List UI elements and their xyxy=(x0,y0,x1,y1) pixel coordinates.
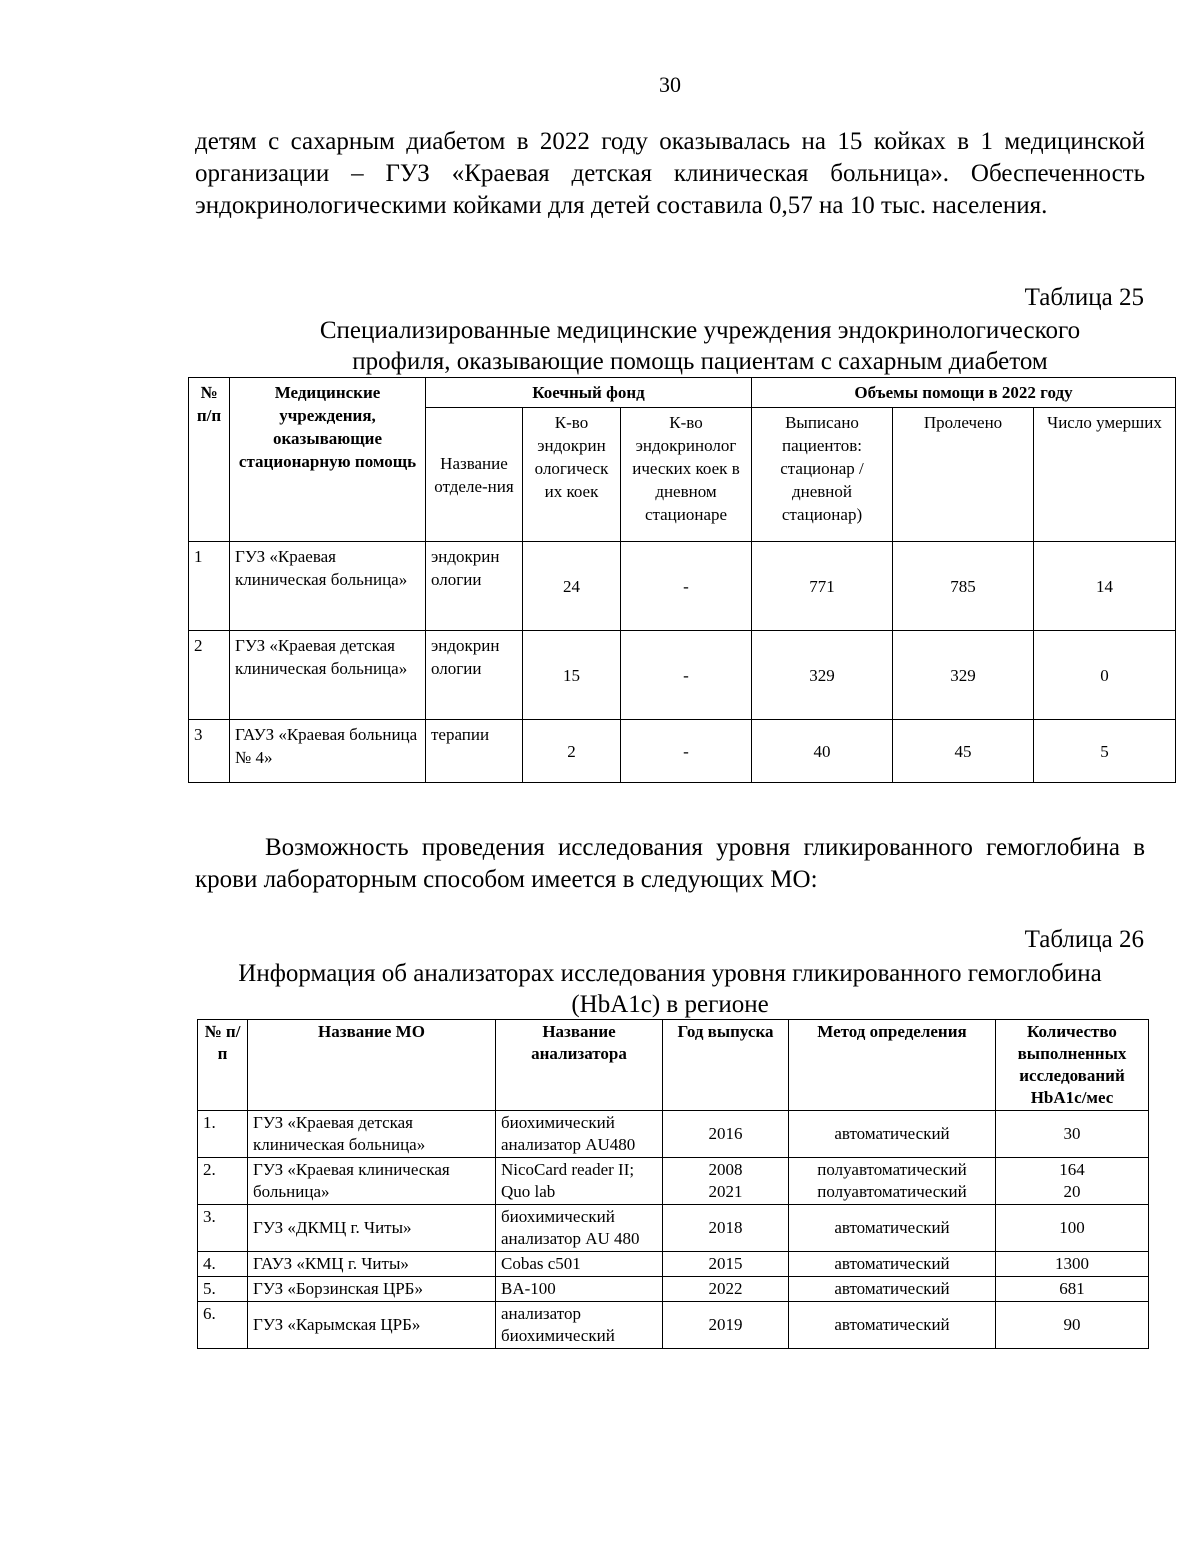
table-row xyxy=(198,1111,1149,1158)
table25-title: Специализированные медицинские учреждения эндокринологического профиля, оказывающие помощь пациентам с сахарным диабетом xyxy=(319,317,1081,375)
t25-beds: 24 xyxy=(523,542,621,631)
t25-day-beds: - xyxy=(621,631,752,720)
t25-institution: ГУЗ «Краевая детская клиническая больница» xyxy=(230,631,426,720)
page-number: 30 xyxy=(659,72,681,97)
t26-method xyxy=(789,1158,996,1205)
t26-year xyxy=(663,1158,789,1205)
t25-day-beds: - xyxy=(621,720,752,783)
t26-mo: ГУЗ «Борзинская ЦРБ» xyxy=(248,1277,496,1302)
t26-num: 4. xyxy=(198,1252,248,1277)
t26-year: 2015 xyxy=(663,1252,789,1277)
table-row xyxy=(189,542,1176,631)
table-row xyxy=(198,1302,1149,1349)
t25-deaths: 14 xyxy=(1034,542,1176,631)
t25-deaths: 5 xyxy=(1034,720,1176,783)
t25-header-num: № п/п xyxy=(189,378,230,542)
t26-header-analyzer: Название анализатора xyxy=(496,1020,663,1111)
t26-analyzer: BA-100 xyxy=(496,1277,663,1302)
t26-header-count: Количество выполненных исследований HbA1c/мес xyxy=(996,1020,1149,1111)
t25-num: 3 xyxy=(189,720,230,783)
table26 xyxy=(197,1019,1149,1349)
t26-mo: ГУЗ «Краевая детская клиническая больница» xyxy=(248,1111,496,1158)
t26-analyzer: Cobas c501 xyxy=(496,1252,663,1277)
t26-year: 2018 xyxy=(663,1205,789,1252)
t26-method: автоматический xyxy=(789,1277,996,1302)
paragraph-hba1c: Возможность проведения исследования уровня гликированного гемоглобина в крови лабораторным способом имеется в следующих МО: xyxy=(195,834,1145,893)
t25-discharged: 40 xyxy=(752,720,893,783)
t25-header-bed-fund: Коечный фонд xyxy=(426,378,752,408)
t26-count: 100 xyxy=(996,1205,1149,1252)
t25-header-beds: К-во эндокрин ологическ их коек xyxy=(523,408,621,542)
t26-count-line: 20 xyxy=(1063,1182,1081,1201)
t25-dept: эндокрин ологии xyxy=(426,542,523,631)
t26-header-num: № п/п xyxy=(198,1020,248,1111)
t26-analyzer: анализатор биохимический xyxy=(496,1302,663,1349)
t26-method: автоматический xyxy=(789,1205,996,1252)
t26-header-mo: Название МО xyxy=(248,1020,496,1111)
t26-method: автоматический xyxy=(789,1302,996,1349)
table25 xyxy=(188,377,1176,783)
t26-header-year: Год выпуска xyxy=(663,1020,789,1111)
t26-analyzer: NicoCard reader II; Quo lab xyxy=(496,1158,663,1205)
t26-year: 2016 xyxy=(663,1111,789,1158)
t25-institution: ГУЗ «Краевая клиническая больница» xyxy=(230,542,426,631)
t26-mo: ГУЗ «Карымская ЦРБ» xyxy=(248,1302,496,1349)
t25-header-deaths: Число умерших xyxy=(1034,408,1176,542)
t25-treated: 45 xyxy=(893,720,1034,783)
t25-dept: эндокрин ологии xyxy=(426,631,523,720)
t26-count: 681 xyxy=(996,1277,1149,1302)
t25-deaths: 0 xyxy=(1034,631,1176,720)
t26-method: автоматический xyxy=(789,1111,996,1158)
t26-num: 2. xyxy=(198,1158,248,1205)
table-row xyxy=(198,1277,1149,1302)
t26-count: 90 xyxy=(996,1302,1149,1349)
t25-header-discharged: Выписано пациентов: стационар / дневной стационар) xyxy=(752,408,893,542)
t26-year: 2019 xyxy=(663,1302,789,1349)
t25-discharged: 771 xyxy=(752,542,893,631)
t26-count xyxy=(996,1158,1149,1205)
table26-title: Информация об анализаторах исследования уровня гликированного гемоглобина (HbA1c) в регионе xyxy=(238,960,1102,1018)
t26-method: автоматический xyxy=(789,1252,996,1277)
t26-count: 30 xyxy=(996,1111,1149,1158)
t25-day-beds: - xyxy=(621,542,752,631)
t25-beds: 15 xyxy=(523,631,621,720)
t25-header-volumes: Объемы помощи в 2022 году xyxy=(752,378,1176,408)
t26-mo: ГУЗ «ДКМЦ г. Читы» xyxy=(248,1205,496,1252)
t26-method-line: полуавтоматический xyxy=(817,1160,967,1179)
t26-mo: ГУЗ «Краевая клиническая больница» xyxy=(248,1158,496,1205)
t25-discharged: 329 xyxy=(752,631,893,720)
t25-num: 1 xyxy=(189,542,230,631)
table26-label: Таблица 26 xyxy=(1024,926,1144,953)
t26-analyzer: биохимический анализатор AU480 xyxy=(496,1111,663,1158)
t26-num: 5. xyxy=(198,1277,248,1302)
t26-analyzer: биохимический анализатор AU 480 xyxy=(496,1205,663,1252)
t26-num: 6. xyxy=(198,1302,248,1349)
table-row xyxy=(198,1205,1149,1252)
t25-header-day-beds: К-во эндокринолог ических коек в дневном стационаре xyxy=(621,408,752,542)
t26-mo: ГАУЗ «КМЦ г. Читы» xyxy=(248,1252,496,1277)
t25-treated: 785 xyxy=(893,542,1034,631)
t25-institution: ГАУЗ «Краевая больница № 4» xyxy=(230,720,426,783)
t26-count-line: 164 xyxy=(1059,1160,1085,1179)
t26-header-method: Метод определения xyxy=(789,1020,996,1111)
t25-beds: 2 xyxy=(523,720,621,783)
table-row xyxy=(198,1252,1149,1277)
t25-num: 2 xyxy=(189,631,230,720)
table25-label: Таблица 25 xyxy=(1024,284,1144,311)
t25-header-institution: Медицинские учреждения, оказывающие стационарную помощь xyxy=(230,378,426,542)
t26-count: 1300 xyxy=(996,1252,1149,1277)
t25-header-dept: Название отделе-ния xyxy=(426,408,523,542)
t25-dept: терапии xyxy=(426,720,523,783)
table-row xyxy=(198,1158,1149,1205)
t26-num: 1. xyxy=(198,1111,248,1158)
t26-num: 3. xyxy=(198,1205,248,1252)
t26-year-line: 2008 xyxy=(708,1160,743,1179)
table-row xyxy=(189,720,1176,783)
t25-treated: 329 xyxy=(893,631,1034,720)
t26-year-line: 2021 xyxy=(708,1182,743,1201)
paragraph-beds: детям с сахарным диабетом в 2022 году оказывалась на 15 койках в 1 медицинской организации – ГУЗ «Краевая детская клиническая больница». Обеспеченность эндокринологическими койками для детей составила 0,57 на 10 тыс. населения. xyxy=(195,128,1145,219)
t26-year: 2022 xyxy=(663,1277,789,1302)
table-row xyxy=(189,631,1176,720)
t26-method-line: полуавтоматический xyxy=(817,1182,967,1201)
t25-header-treated: Пролечено xyxy=(893,408,1034,542)
